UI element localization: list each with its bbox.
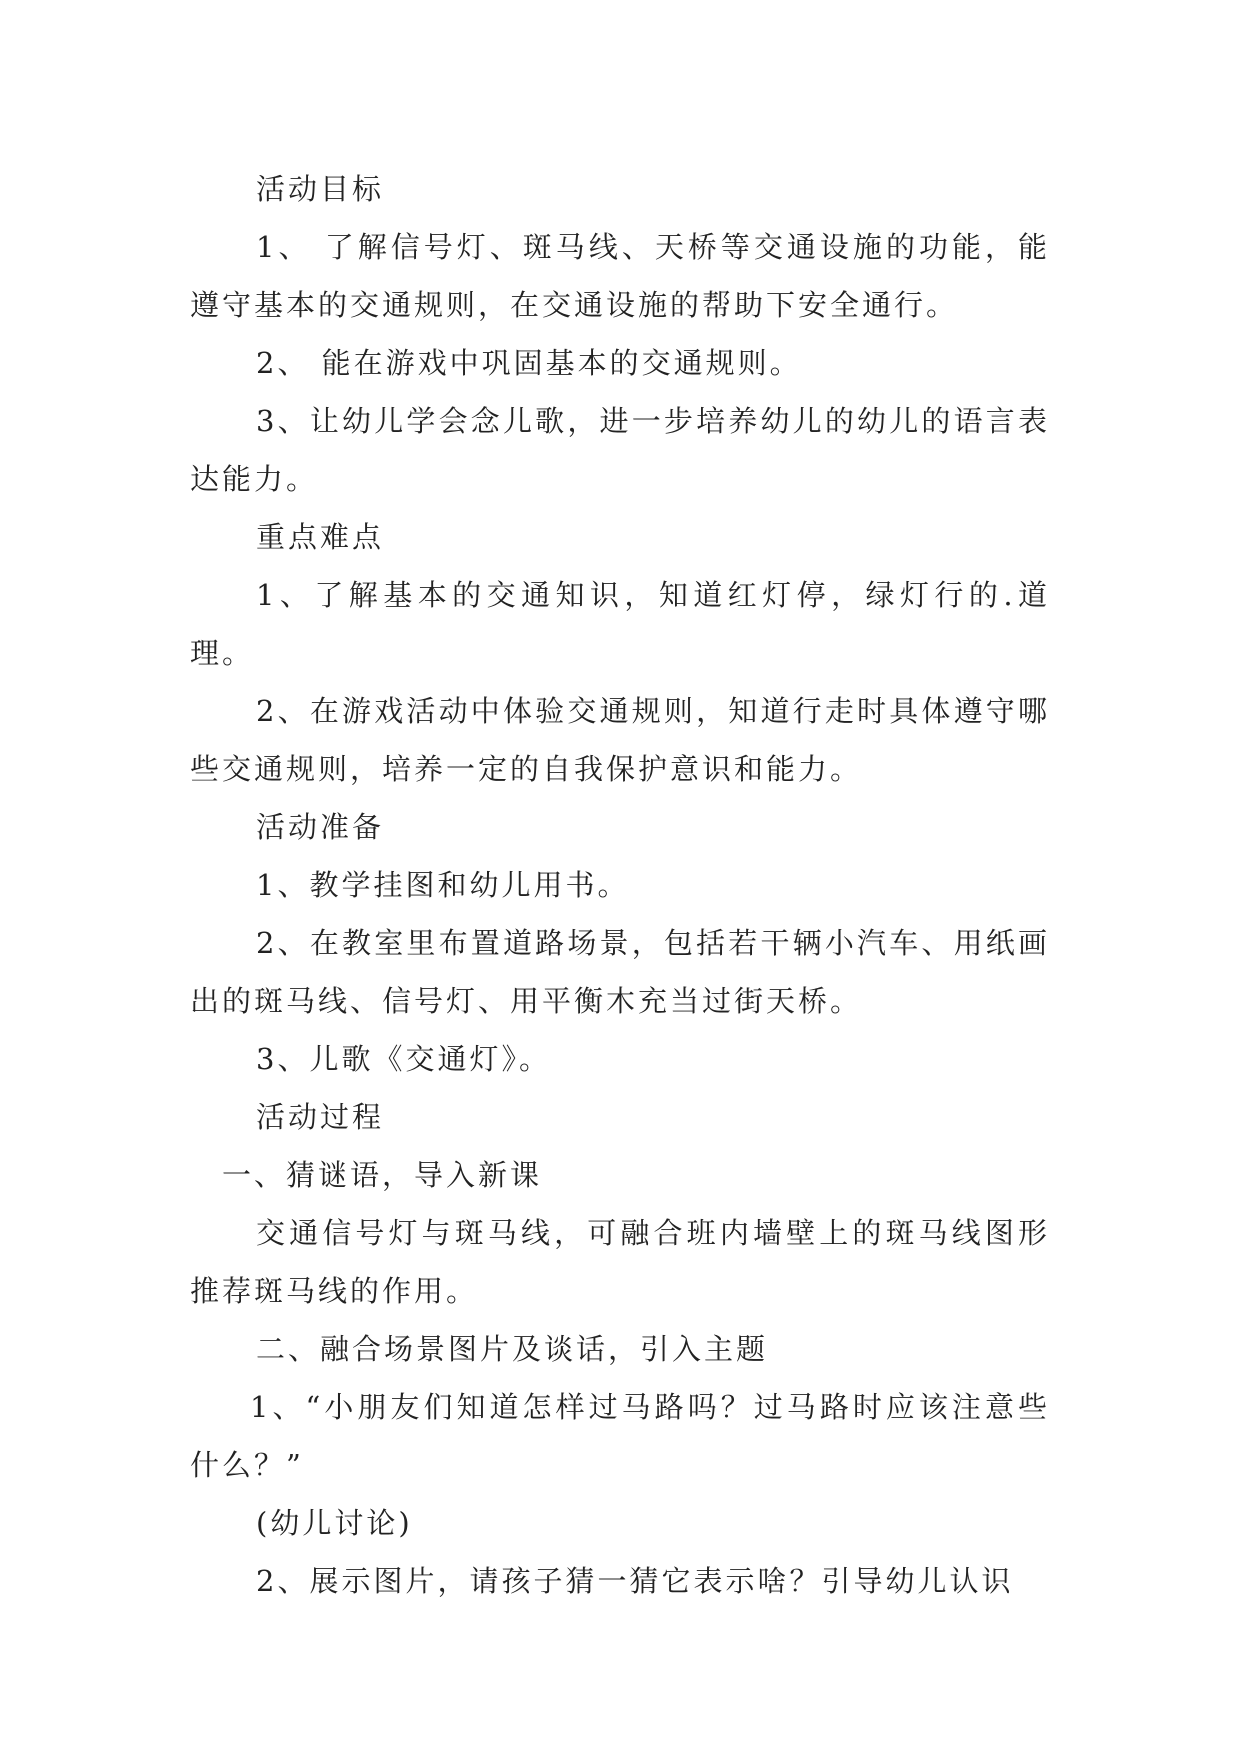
subheading: 一、猜谜语，导入新课	[222, 1158, 543, 1192]
paragraph: 2、在游戏活动中体验交通规则，知道行走时具体遵守哪些交通规则，培养一定的自我保护意识和能力。	[190, 694, 1050, 786]
paragraph: 3、儿歌《交通灯》。	[256, 1042, 551, 1076]
section-heading-preparation: 活动准备	[256, 810, 385, 844]
paragraph: 交通信号灯与斑马线，可融合班内墙壁上的斑马线图形推荐斑马线的作用。	[190, 1216, 1050, 1308]
paragraph: 1、教学挂图和幼儿用书。	[256, 868, 630, 902]
paragraph: (幼儿讨论)	[256, 1506, 413, 1540]
section-heading-key-points: 重点难点	[256, 520, 385, 554]
paragraph: 3、让幼儿学会念儿歌，进一步培养幼儿的幼儿的语言表达能力。	[190, 404, 1050, 496]
subheading: 二、融合场景图片及谈话，引入主题	[256, 1332, 769, 1366]
paragraph: 2、在教室里布置道路场景，包括若干辆小汽车、用纸画出的斑马线、信号灯、用平衡木充当过街天桥。	[190, 926, 1050, 1018]
section-heading-process: 活动过程	[256, 1100, 385, 1134]
paragraph: 1、了解基本的交通知识，知道红灯停，绿灯行的.道理。	[190, 578, 1050, 670]
paragraph: 2、展示图片，请孩子猜一猜它表示啥？引导幼儿认识	[256, 1564, 1014, 1598]
paragraph: 1、 了解信号灯、斑马线、天桥等交通设施的功能，能遵守基本的交通规则，在交通设施的帮助下安全通行。	[190, 230, 1050, 322]
paragraph: 2、 能在游戏中巩固基本的交通规则。	[256, 346, 802, 380]
section-heading-goals: 活动目标	[256, 172, 385, 206]
paragraph: 1、“小朋友们知道怎样过马路吗？过马路时应该注意些什么？”	[190, 1390, 1050, 1482]
document-body	[190, 160, 1050, 1610]
